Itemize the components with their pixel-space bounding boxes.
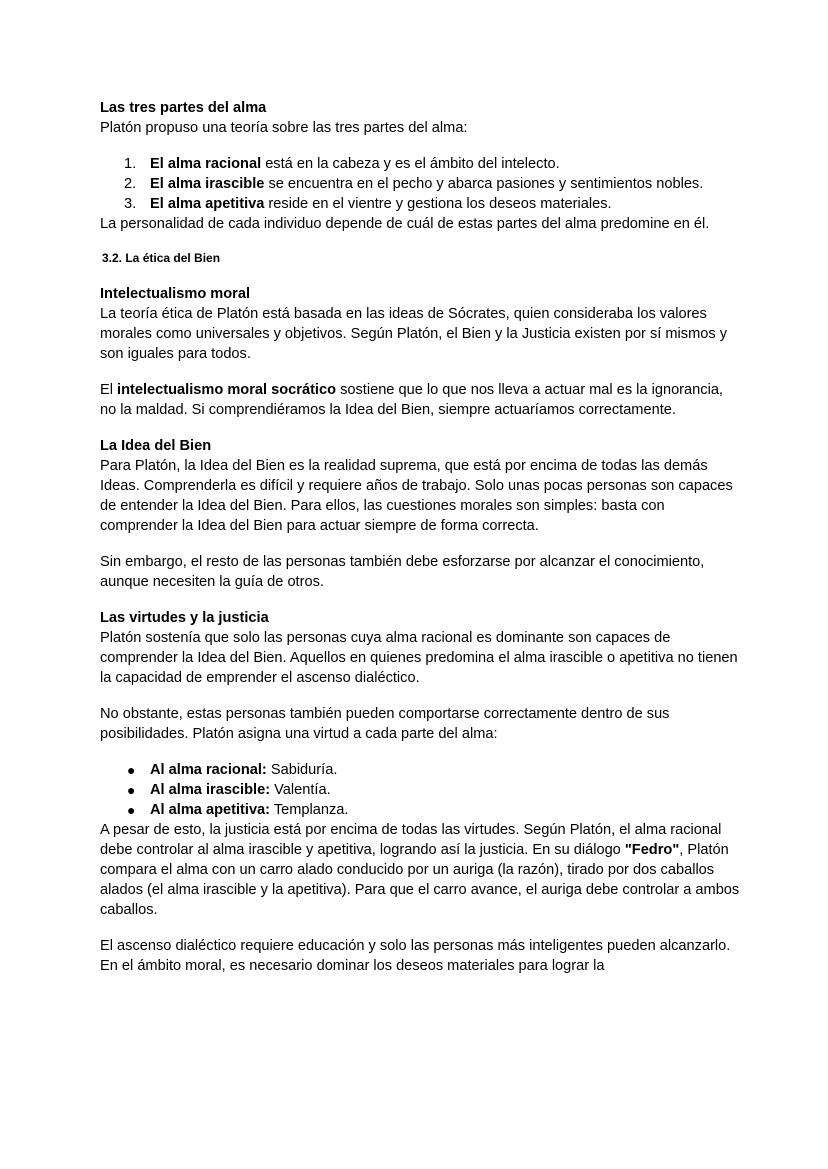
list-item-text: Templanza.	[270, 802, 349, 818]
intelectualismo-p2-post: sostiene que lo que nos lleva a actuar mal es la ignorancia, no la maldad. Si comprendiéramos la Idea del Bien, siempre actuaríamos correctamente.	[100, 382, 723, 418]
virtudes-p3-pre: A pesar de esto, la justicia está por encima de todas las virtudes. Según Platón, el alma racional debe controlar al alma irascible y apetitiva, logrando así la justicia. En su diálogo	[100, 822, 722, 858]
tres-partes-conclusion: La personalidad de cada individuo depende de cuál de estas partes del alma predomine en él.	[100, 216, 710, 232]
bullet-icon: ●	[127, 762, 136, 778]
heading-virtudes: Las virtudes y la justicia	[100, 610, 269, 626]
intelectualismo-p2	[100, 380, 740, 420]
list-number: 3.	[124, 196, 137, 212]
list-item	[100, 760, 740, 780]
heading-idea-bien: La Idea del Bien	[100, 438, 212, 454]
heading-intelectualismo: Intelectualismo moral	[100, 286, 251, 302]
virtudes-p3-bold: "Fedro"	[624, 842, 680, 858]
virtudes-p1: Platón sostenía que solo las personas cuya alma racional es dominante son capaces de comprender la Idea del Bien. Aquellos en quienes predomina el alma irascible o apetitiva no tienen la capacidad de emprender el ascenso dialéctico.	[100, 630, 738, 686]
list-item-bold: Al alma racional:	[150, 762, 267, 778]
list-item-text: está en la cabeza y es el ámbito del intelecto.	[261, 156, 560, 172]
list-item	[100, 154, 740, 174]
virtudes-p3	[100, 820, 740, 920]
virtudes-list	[100, 760, 740, 820]
list-item	[100, 780, 740, 800]
list-item-bold: Al alma apetitiva:	[150, 802, 271, 818]
list-item-bold: Al alma irascible:	[150, 782, 271, 798]
list-item-text: Sabiduría.	[266, 762, 338, 778]
list-number: 2.	[124, 176, 137, 192]
heading-tres-partes: Las tres partes del alma	[100, 100, 267, 116]
list-item	[100, 194, 740, 214]
section-title: 3.2. La ética del Bien	[102, 251, 221, 265]
virtudes-p4: El ascenso dialéctico requiere educación y solo las personas más inteligentes pueden alcanzarlo. En el ámbito moral, es necesario dominar los deseos materiales para lograr la	[100, 938, 731, 974]
virtudes-p2: No obstante, estas personas también pueden comportarse correctamente dentro de sus posibilidades. Platón asigna una virtud a cada parte del alma:	[100, 706, 670, 742]
list-item-bold: El alma racional	[150, 156, 262, 172]
tres-partes-intro: Platón propuso una teoría sobre las tres partes del alma:	[100, 120, 468, 136]
idea-bien-p1: Para Platón, la Idea del Bien es la realidad suprema, que está por encima de todas las demás Ideas. Comprenderla es difícil y requiere años de trabajo. Solo unas pocas personas son capaces de entender la Idea del Bien. Para ellos, las cuestiones morales son simples: basta con comprender la Idea del Bien para actuar siempre de forma correcta.	[100, 458, 733, 534]
list-item-bold: El alma irascible	[150, 176, 265, 192]
document-page	[100, 98, 740, 976]
idea-bien-p2: Sin embargo, el resto de las personas también debe esforzarse por alcanzar el conocimiento, aunque necesiten la guía de otros.	[100, 554, 705, 590]
list-item	[100, 174, 740, 194]
list-item-text: reside en el vientre y gestiona los deseos materiales.	[264, 196, 612, 212]
intelectualismo-p2-bold: intelectualismo moral socrático	[117, 382, 337, 398]
bullet-icon: ●	[127, 802, 136, 818]
list-number: 1.	[124, 156, 137, 172]
intelectualismo-p2-pre: El	[100, 382, 118, 398]
list-item	[100, 800, 740, 820]
tres-partes-list	[100, 154, 740, 214]
list-item-bold: El alma apetitiva	[150, 196, 265, 212]
list-item-text: Valentía.	[270, 782, 331, 798]
list-item-text: se encuentra en el pecho y abarca pasiones y sentimientos nobles.	[264, 176, 704, 192]
bullet-icon: ●	[127, 782, 136, 798]
intelectualismo-p1: La teoría ética de Platón está basada en las ideas de Sócrates, quien consideraba los valores morales como universales y objetivos. Según Platón, el Bien y la Justicia existen por sí mismos y son iguales para todos.	[100, 306, 727, 362]
virtudes-p3-post: , Platón compara el alma con un carro alado conducido por un auriga (la razón), tirado por dos caballos alados (el alma irascible y la apetitiva). Para que el carro avance, el auriga debe controlar a ambos caballos.	[100, 842, 740, 918]
